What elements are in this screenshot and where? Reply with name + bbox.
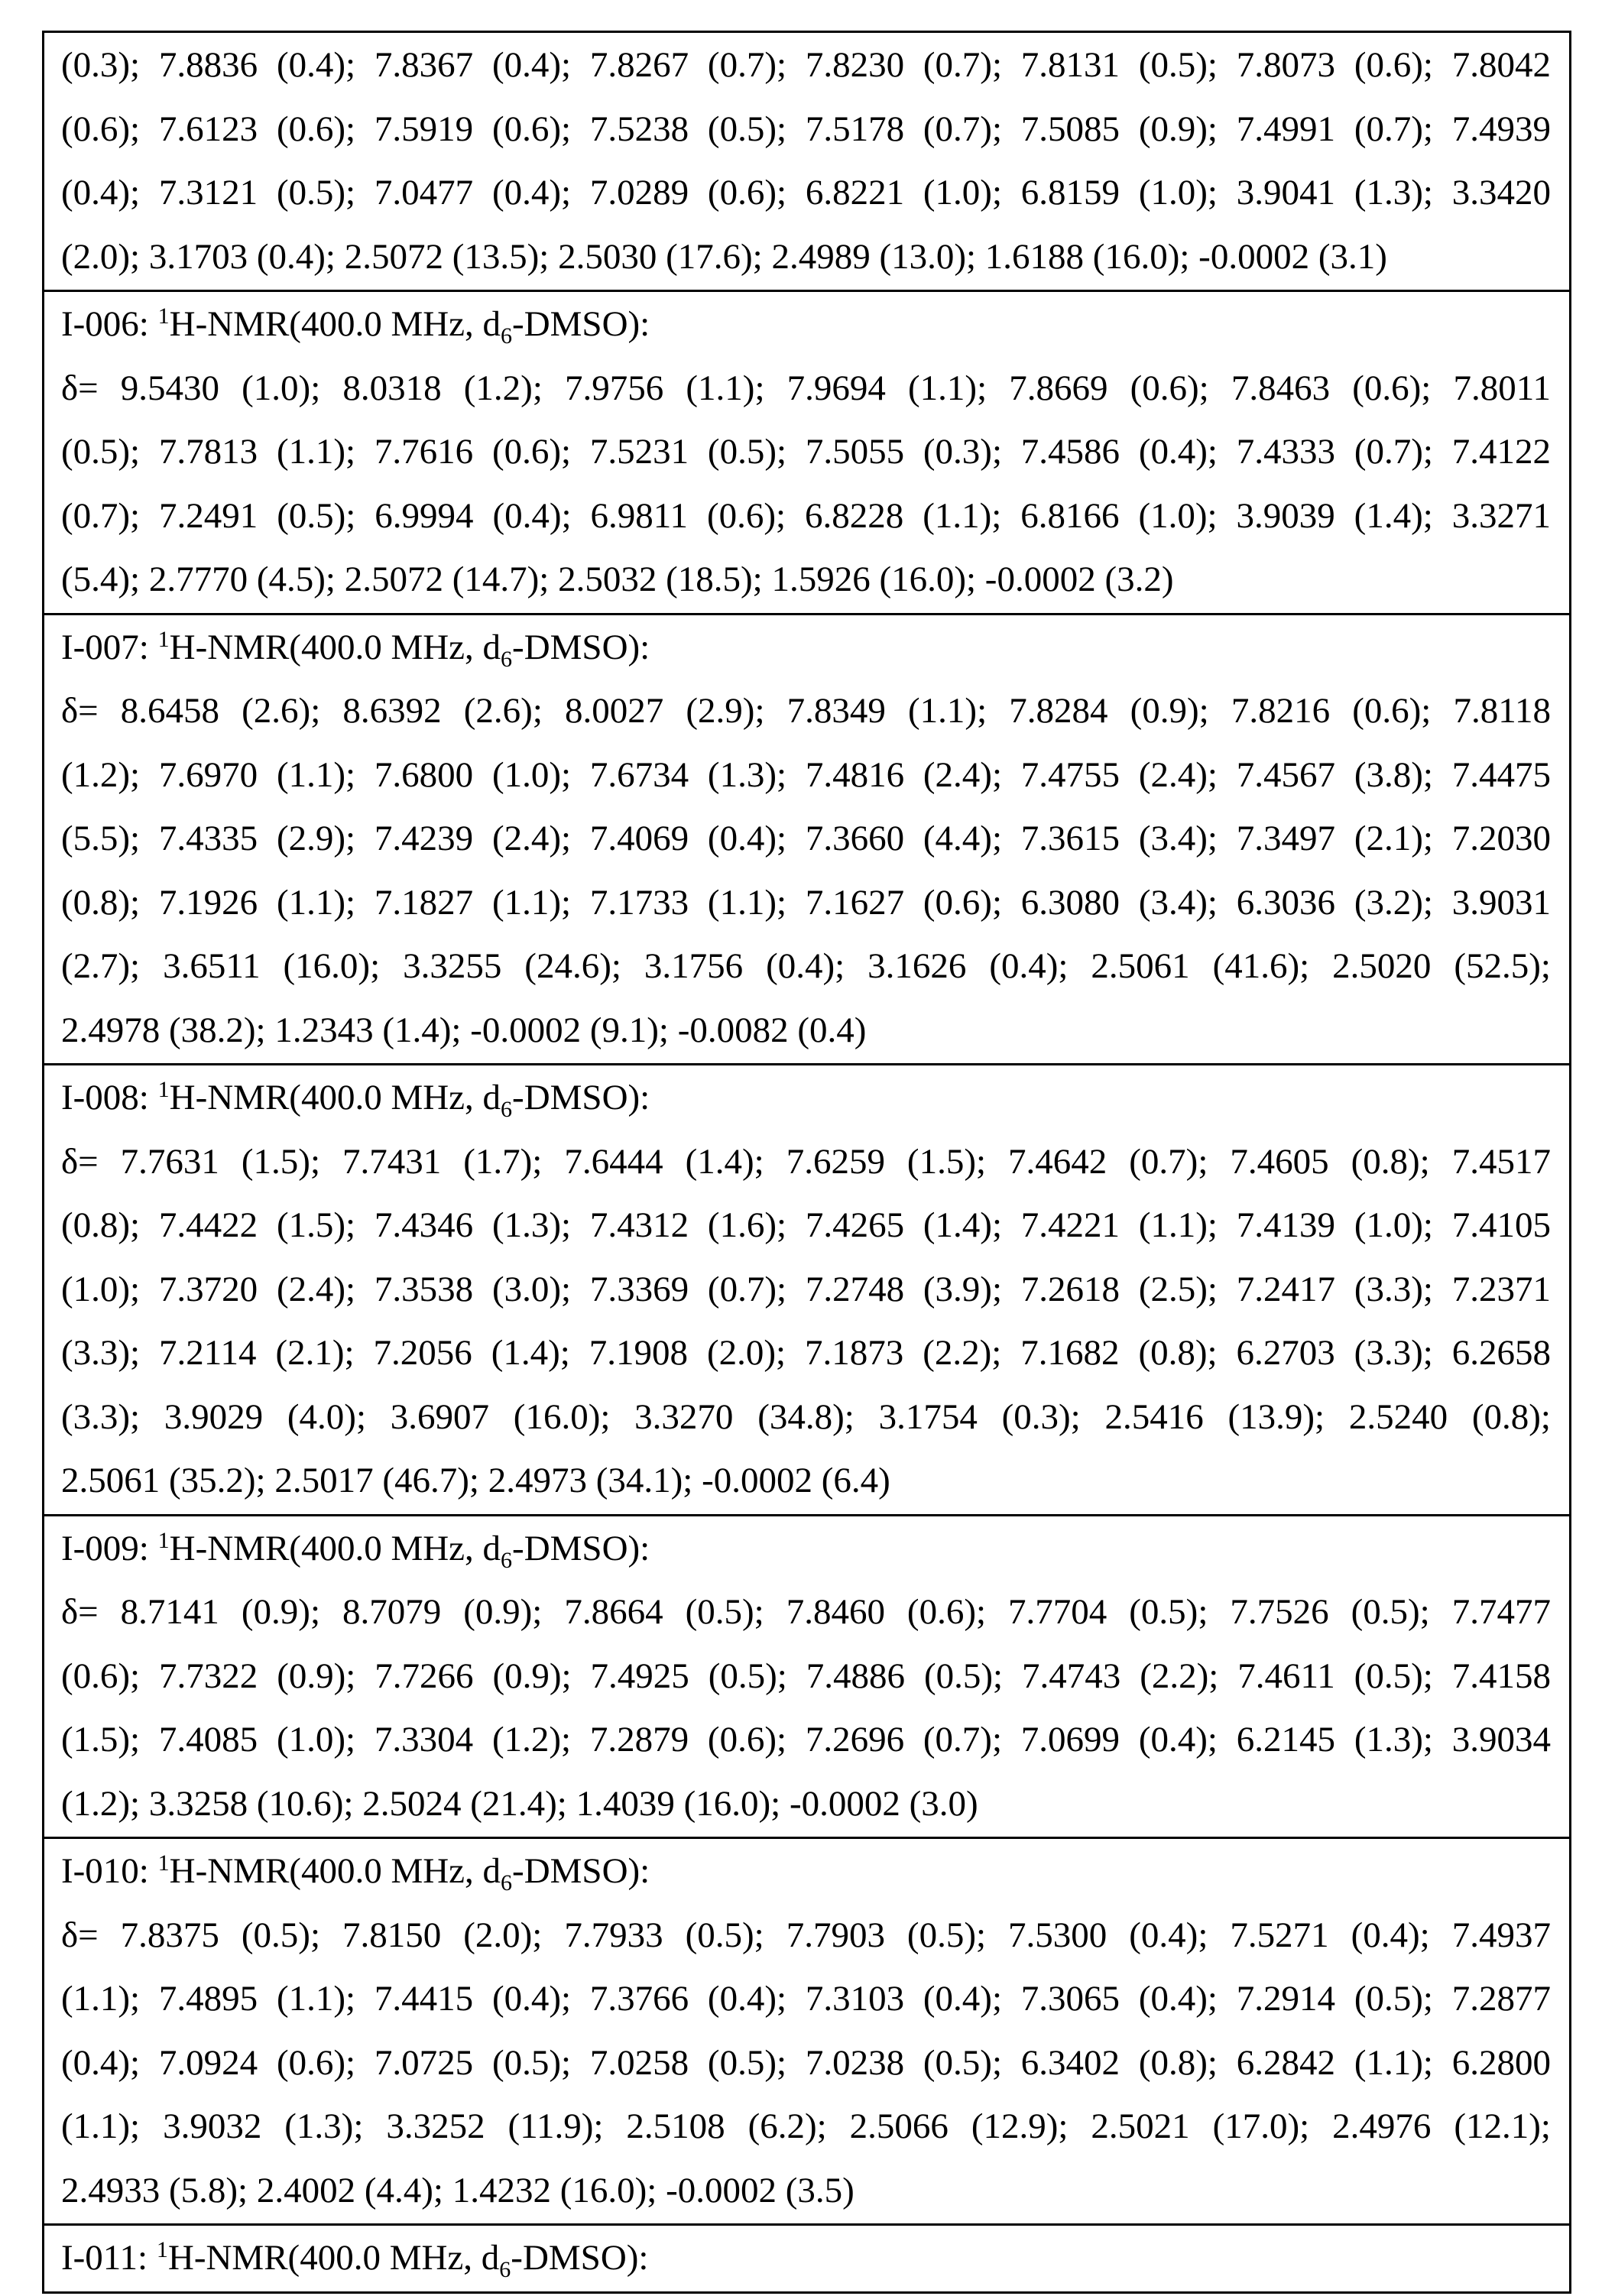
shift-data-line: δ= 7.8375 (0.5); 7.8150 (2.0); 7.7933 (0.5); 7.7903 (0.5); 7.5300 (0.4); 7.5271 (0.4); 7.4937 xyxy=(61,1904,1551,1968)
deuteration-subscript: 6 xyxy=(501,1097,512,1122)
solvent: -DMSO): xyxy=(512,1078,650,1117)
isotope-superscript: 1 xyxy=(158,1528,170,1553)
nmr-method: H-NMR(400.0 MHz, d xyxy=(170,1529,501,1568)
compound-id: I-008: xyxy=(61,1078,158,1117)
shift-data-line: (1.2); 7.6970 (1.1); 7.6800 (1.0); 7.6734 (1.3); 7.4816 (2.4); 7.4755 (2.4); 7.4567 (3.8); 7.4475 xyxy=(61,744,1551,808)
shift-data-line: (0.7); 7.2491 (0.5); 6.9994 (0.4); 6.9811 (0.6); 6.8228 (1.1); 6.8166 (1.0); 3.9039 (1.4); 3.3271 xyxy=(61,485,1551,549)
solvent: -DMSO): xyxy=(512,304,650,344)
compound-header xyxy=(61,1517,1551,1581)
nmr-method: H-NMR(400.0 MHz, d xyxy=(168,2238,499,2278)
compound-header xyxy=(61,1840,1551,1904)
shift-data-line: (0.8); 7.1926 (1.1); 7.1827 (1.1); 7.1733 (1.1); 7.1627 (0.6); 6.3080 (3.4); 6.3036 (3.2); 3.9031 xyxy=(61,871,1551,936)
table-row xyxy=(44,1514,1569,1837)
compound-id: I-006: xyxy=(61,304,158,344)
compound-id: I-011: xyxy=(61,2238,157,2278)
shift-data-line: (2.7); 3.6511 (16.0); 3.3255 (24.6); 3.1756 (0.4); 3.1626 (0.4); 2.5061 (41.6); 2.5020 (52.5); xyxy=(61,935,1551,999)
shift-data-line: (0.8); 7.4422 (1.5); 7.4346 (1.3); 7.4312 (1.6); 7.4265 (1.4); 7.4221 (1.1); 7.4139 (1.0); 7.4105 xyxy=(61,1194,1551,1258)
solvent: -DMSO): xyxy=(511,2238,648,2278)
shift-data-line: (5.5); 7.4335 (2.9); 7.4239 (2.4); 7.4069 (0.4); 7.3660 (4.4); 7.3615 (3.4); 7.3497 (2.1); 7.2030 xyxy=(61,807,1551,871)
shift-data-line: (1.1); 7.4895 (1.1); 7.4415 (0.4); 7.3766 (0.4); 7.3103 (0.4); 7.3065 (0.4); 7.2914 (0.5); 7.2877 xyxy=(61,1967,1551,2032)
compound-header xyxy=(61,1066,1551,1130)
shift-data-line: (5.4); 2.7770 (4.5); 2.5072 (14.7); 2.5032 (18.5); 1.5926 (16.0); -0.0002 (3.2) xyxy=(61,548,1551,612)
isotope-superscript: 1 xyxy=(157,2237,168,2262)
table-row xyxy=(44,2223,1569,2291)
deuteration-subscript: 6 xyxy=(501,323,512,349)
solvent: -DMSO): xyxy=(512,628,650,667)
shift-data-line: δ= 8.6458 (2.6); 8.6392 (2.6); 8.0027 (2.9); 7.8349 (1.1); 7.8284 (0.9); 7.8216 (0.6); 7.8118 xyxy=(61,679,1551,744)
nmr-method: H-NMR(400.0 MHz, d xyxy=(170,1851,501,1891)
shift-data-line: (0.4); 7.3121 (0.5); 7.0477 (0.4); 7.0289 (0.6); 6.8221 (1.0); 6.8159 (1.0); 3.9041 (1.3); 3.3420 xyxy=(61,161,1551,225)
table-row xyxy=(44,613,1569,1064)
shift-data-line: (1.5); 7.4085 (1.0); 7.3304 (1.2); 7.2879 (0.6); 7.2696 (0.7); 7.0699 (0.4); 6.2145 (1.3); 3.9034 xyxy=(61,1708,1551,1772)
table-row xyxy=(44,33,1569,290)
isotope-superscript: 1 xyxy=(158,627,170,652)
deuteration-subscript: 6 xyxy=(499,2257,511,2282)
nmr-method: H-NMR(400.0 MHz, d xyxy=(170,1078,501,1117)
shift-data-line: δ= 9.5430 (1.0); 8.0318 (1.2); 7.9756 (1.1); 7.9694 (1.1); 7.8669 (0.6); 7.8463 (0.6); 7.8011 xyxy=(61,357,1551,421)
solvent: -DMSO): xyxy=(512,1529,650,1568)
shift-data-line: (0.3); 7.8836 (0.4); 7.8367 (0.4); 7.8267 (0.7); 7.8230 (0.7); 7.8131 (0.5); 7.8073 (0.6); 7.8042 xyxy=(61,34,1551,98)
shift-data-line: (1.0); 7.3720 (2.4); 7.3538 (3.0); 7.3369 (0.7); 7.2748 (3.9); 7.2618 (2.5); 7.2417 (3.3); 7.2371 xyxy=(61,1258,1551,1322)
shift-data-line: 2.4978 (38.2); 1.2343 (1.4); -0.0002 (9.1); -0.0082 (0.4) xyxy=(61,999,1551,1063)
table-row xyxy=(44,1837,1569,2223)
compound-id: I-010: xyxy=(61,1851,158,1891)
shift-data-line: (0.4); 7.0924 (0.6); 7.0725 (0.5); 7.0258 (0.5); 7.0238 (0.5); 6.3402 (0.8); 6.2842 (1.1); 6.2800 xyxy=(61,2032,1551,2096)
isotope-superscript: 1 xyxy=(158,1850,170,1876)
deuteration-subscript: 6 xyxy=(501,1548,512,1573)
compound-id: I-007: xyxy=(61,628,158,667)
table-row xyxy=(44,290,1569,613)
shift-data-line: 2.4933 (5.8); 2.4002 (4.4); 1.4232 (16.0); -0.0002 (3.5) xyxy=(61,2159,1551,2223)
shift-data-line: (1.1); 3.9032 (1.3); 3.3252 (11.9); 2.5108 (6.2); 2.5066 (12.9); 2.5021 (17.0); 2.4976 (12.1); xyxy=(61,2095,1551,2159)
nmr-method: H-NMR(400.0 MHz, d xyxy=(170,304,501,344)
shift-data-line: (3.3); 3.9029 (4.0); 3.6907 (16.0); 3.3270 (34.8); 3.1754 (0.3); 2.5416 (13.9); 2.5240 (0.8); xyxy=(61,1386,1551,1450)
deuteration-subscript: 6 xyxy=(501,1870,512,1895)
compound-id: I-009: xyxy=(61,1529,158,1568)
shift-data-line: (0.6); 7.7322 (0.9); 7.7266 (0.9); 7.4925 (0.5); 7.4886 (0.5); 7.4743 (2.2); 7.4611 (0.5); 7.4158 xyxy=(61,1645,1551,1709)
isotope-superscript: 1 xyxy=(158,303,170,329)
compound-header xyxy=(61,2226,1551,2291)
shift-data-line: δ= 7.7631 (1.5); 7.7431 (1.7); 7.6444 (1.4); 7.6259 (1.5); 7.4642 (0.7); 7.4605 (0.8); 7.4517 xyxy=(61,1130,1551,1195)
compound-header xyxy=(61,616,1551,680)
shift-data-line: (0.5); 7.7813 (1.1); 7.7616 (0.6); 7.5231 (0.5); 7.5055 (0.3); 7.4586 (0.4); 7.4333 (0.7); 7.4122 xyxy=(61,420,1551,485)
shift-data-line: (2.0); 3.1703 (0.4); 2.5072 (13.5); 2.5030 (17.6); 2.4989 (13.0); 1.6188 (16.0); -0.0002 (3.1) xyxy=(61,225,1551,290)
solvent: -DMSO): xyxy=(512,1851,650,1891)
isotope-superscript: 1 xyxy=(158,1077,170,1102)
nmr-method: H-NMR(400.0 MHz, d xyxy=(170,628,501,667)
shift-data-line: 2.5061 (35.2); 2.5017 (46.7); 2.4973 (34.1); -0.0002 (6.4) xyxy=(61,1449,1551,1513)
shift-data-line: (3.3); 7.2114 (2.1); 7.2056 (1.4); 7.1908 (2.0); 7.1873 (2.2); 7.1682 (0.8); 6.2703 (3.3); 6.2658 xyxy=(61,1321,1551,1386)
deuteration-subscript: 6 xyxy=(501,647,512,672)
nmr-data-table xyxy=(42,31,1571,2294)
shift-data-line: (1.2); 3.3258 (10.6); 2.5024 (21.4); 1.4039 (16.0); -0.0002 (3.0) xyxy=(61,1772,1551,1837)
table-row xyxy=(44,1063,1569,1514)
compound-header xyxy=(61,293,1551,357)
shift-data-line: (0.6); 7.6123 (0.6); 7.5919 (0.6); 7.5238 (0.5); 7.5178 (0.7); 7.5085 (0.9); 7.4991 (0.7); 7.4939 xyxy=(61,98,1551,162)
shift-data-line: δ= 8.7141 (0.9); 8.7079 (0.9); 7.8664 (0.5); 7.8460 (0.6); 7.7704 (0.5); 7.7526 (0.5); 7.7477 xyxy=(61,1581,1551,1645)
